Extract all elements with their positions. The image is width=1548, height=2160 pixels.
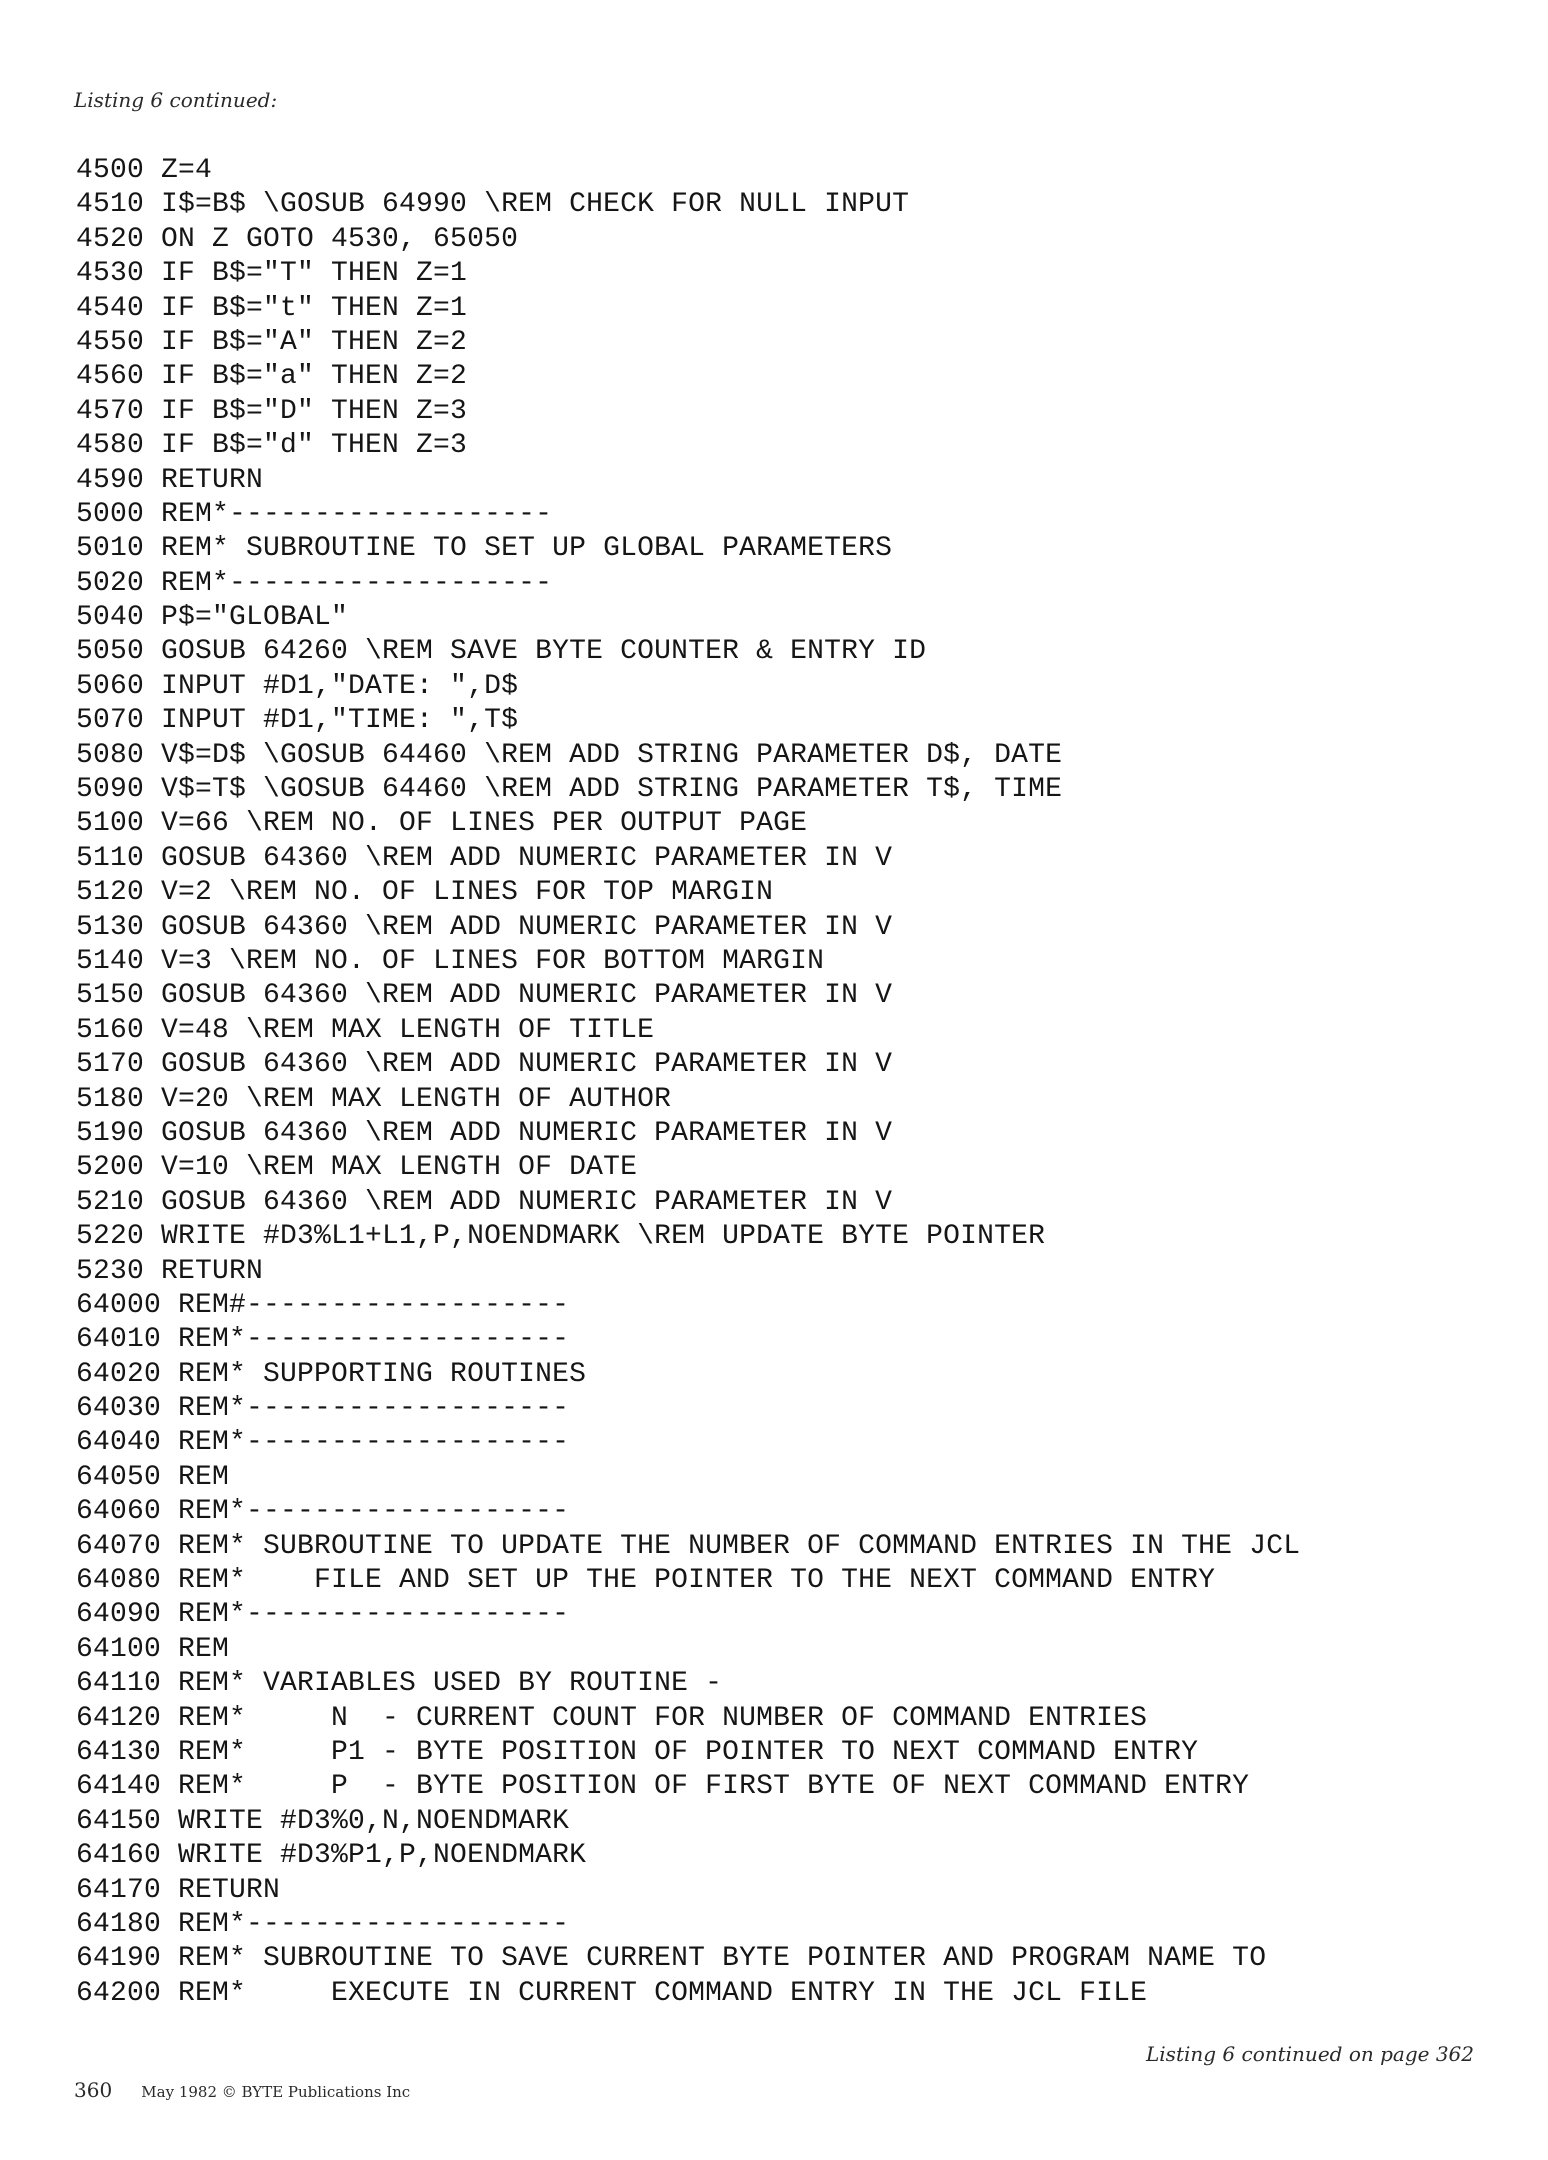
code-line: 64190 REM* SUBROUTINE TO SAVE CURRENT BYTE POINTER AND PROGRAM NAME TO xyxy=(76,1943,1267,1975)
page-number: 360 xyxy=(74,2078,113,2102)
code-line: 64020 REM* SUPPORTING ROUTINES xyxy=(76,1358,587,1390)
code-line: 5110 GOSUB 64360 \REM ADD NUMERIC PARAMETER IN V xyxy=(76,842,893,874)
code-line: 5190 GOSUB 64360 \REM ADD NUMERIC PARAMETER IN V xyxy=(76,1117,893,1149)
code-line: 4580 IF B$="d" THEN Z=3 xyxy=(76,430,468,462)
code-listing xyxy=(76,154,1300,2011)
continued-on-page-note: Listing 6 continued on page 362 xyxy=(1146,2042,1474,2066)
code-line: 5130 GOSUB 64360 \REM ADD NUMERIC PARAMETER IN V xyxy=(76,911,893,943)
code-line: 5010 REM* SUBROUTINE TO SET UP GLOBAL PARAMETERS xyxy=(76,533,893,565)
code-line: 64200 REM* EXECUTE IN CURRENT COMMAND ENTRY IN THE JCL FILE xyxy=(76,1977,1148,2009)
code-line: 5160 V=48 \REM MAX LENGTH OF TITLE xyxy=(76,1014,655,1046)
code-line: 4530 IF B$="T" THEN Z=1 xyxy=(76,258,468,290)
code-line: 5170 GOSUB 64360 \REM ADD NUMERIC PARAMETER IN V xyxy=(76,1049,893,1081)
code-line: 5070 INPUT #D1,"TIME: ",T$ xyxy=(76,705,519,737)
code-line: 5100 V=66 \REM NO. OF LINES PER OUTPUT PAGE xyxy=(76,808,808,840)
code-line: 64100 REM xyxy=(76,1633,230,1665)
code-line: 64010 REM*------------------- xyxy=(76,1324,570,1356)
code-line: 5220 WRITE #D3%L1+L1,P,NOENDMARK \REM UPDATE BYTE POINTER xyxy=(76,1221,1046,1253)
code-line: 5000 REM*------------------- xyxy=(76,498,553,530)
code-line: 5060 INPUT #D1,"DATE: ",D$ xyxy=(76,670,519,702)
code-line: 4550 IF B$="A" THEN Z=2 xyxy=(76,326,468,358)
code-line: 64000 REM#------------------- xyxy=(76,1289,570,1321)
code-line: 5120 V=2 \REM NO. OF LINES FOR TOP MARGIN xyxy=(76,877,774,909)
code-line: 5090 V$=T$ \GOSUB 64460 \REM ADD STRING PARAMETER T$, TIME xyxy=(76,774,1063,806)
code-line: 64060 REM*------------------- xyxy=(76,1496,570,1528)
code-line: 64050 REM xyxy=(76,1461,230,1493)
code-line: 64030 REM*------------------- xyxy=(76,1393,570,1425)
code-line: 5040 P$="GLOBAL" xyxy=(76,602,349,634)
publication-credit: May 1982 © BYTE Publications Inc xyxy=(141,2083,411,2101)
code-line: 64040 REM*------------------- xyxy=(76,1427,570,1459)
code-line: 4540 IF B$="t" THEN Z=1 xyxy=(76,292,468,324)
code-line: 64110 REM* VARIABLES USED BY ROUTINE - xyxy=(76,1668,723,1700)
code-line: 5140 V=3 \REM NO. OF LINES FOR BOTTOM MARGIN xyxy=(76,945,825,977)
code-line: 64170 RETURN xyxy=(76,1874,281,1906)
code-line: 5180 V=20 \REM MAX LENGTH OF AUTHOR xyxy=(76,1083,672,1115)
code-line: 4500 Z=4 xyxy=(76,155,213,186)
code-line: 4560 IF B$="a" THEN Z=2 xyxy=(76,361,468,393)
code-line: 64070 REM* SUBROUTINE TO UPDATE THE NUMBER OF COMMAND ENTRIES IN THE JCL xyxy=(76,1530,1301,1562)
code-line: 4570 IF B$="D" THEN Z=3 xyxy=(76,395,468,427)
code-line: 64140 REM* P - BYTE POSITION OF FIRST BYTE OF NEXT COMMAND ENTRY xyxy=(76,1771,1250,1803)
code-line: 5200 V=10 \REM MAX LENGTH OF DATE xyxy=(76,1152,638,1184)
code-line: 64080 REM* FILE AND SET UP THE POINTER TO THE NEXT COMMAND ENTRY xyxy=(76,1565,1216,1597)
code-line: 4590 RETURN xyxy=(76,464,264,496)
code-line: 4520 ON Z GOTO 4530, 65050 xyxy=(76,223,519,255)
code-line: 5080 V$=D$ \GOSUB 64460 \REM ADD STRING PARAMETER D$, DATE xyxy=(76,739,1063,771)
code-line: 64160 WRITE #D3%P1,P,NOENDMARK xyxy=(76,1840,587,1872)
code-line: 5020 REM*------------------- xyxy=(76,567,553,599)
page-footer xyxy=(74,2078,410,2102)
code-line: 5230 RETURN xyxy=(76,1255,264,1287)
code-line: 5210 GOSUB 64360 \REM ADD NUMERIC PARAMETER IN V xyxy=(76,1186,893,1218)
code-line: 64150 WRITE #D3%0,N,NOENDMARK xyxy=(76,1805,570,1837)
code-line: 5050 GOSUB 64260 \REM SAVE BYTE COUNTER & ENTRY ID xyxy=(76,636,927,668)
code-line: 64180 REM*------------------- xyxy=(76,1908,570,1940)
code-line: 5150 GOSUB 64360 \REM ADD NUMERIC PARAMETER IN V xyxy=(76,980,893,1012)
code-line: 64130 REM* P1 - BYTE POSITION OF POINTER TO NEXT COMMAND ENTRY xyxy=(76,1736,1199,1768)
code-line: 64120 REM* N - CURRENT COUNT FOR NUMBER OF COMMAND ENTRIES xyxy=(76,1702,1148,1734)
code-line: 64090 REM*------------------- xyxy=(76,1599,570,1631)
listing-continued-header: Listing 6 continued: xyxy=(74,88,278,112)
code-line: 4510 I$=B$ \GOSUB 64990 \REM CHECK FOR NULL INPUT xyxy=(76,189,910,221)
